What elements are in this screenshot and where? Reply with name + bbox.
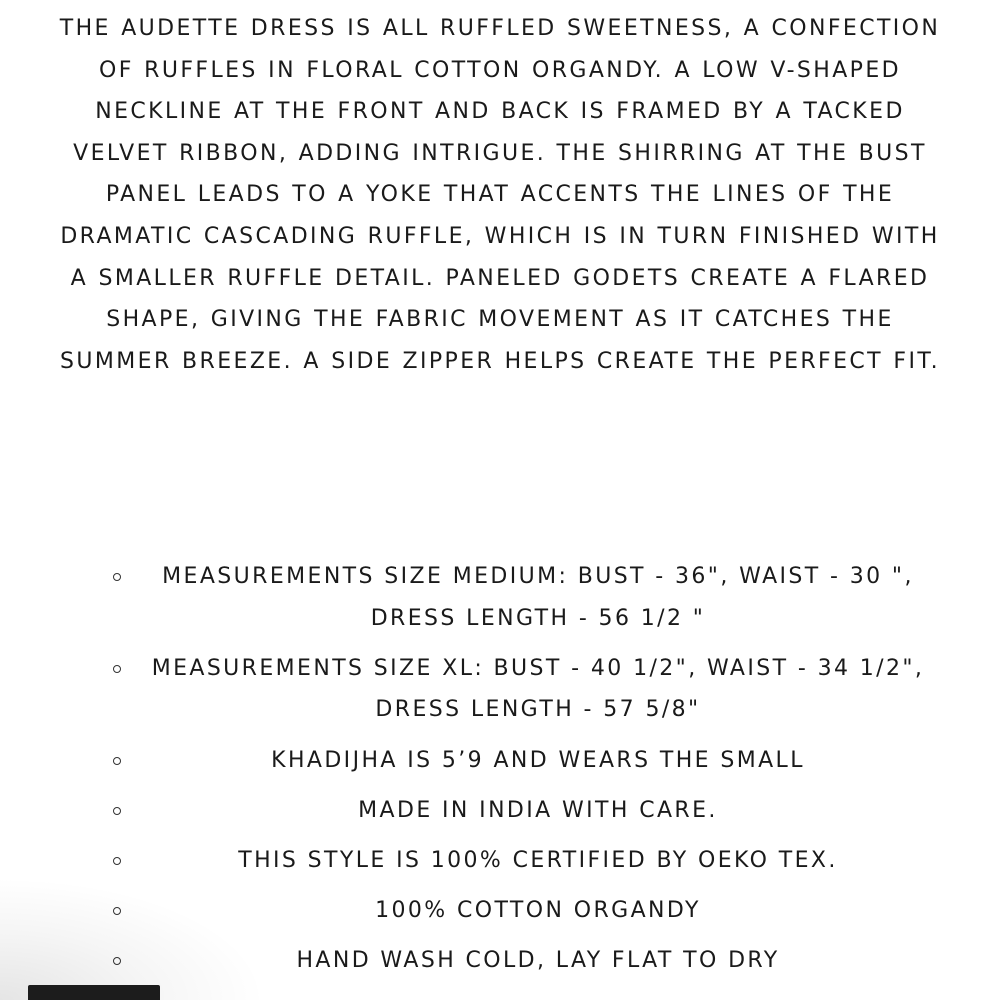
list-item xyxy=(0,890,999,932)
detail-text-measurements-xl: MEASUREMENTS SIZE XL: BUST - 40 1/2", WAIST - 34 1/2", DRESS LENGTH - 57 5/8" xyxy=(151,655,925,723)
bullet-icon xyxy=(113,907,121,915)
product-details-list xyxy=(0,556,999,991)
detail-text-model-size: KHADIJHA IS 5’9 AND WEARS THE SMALL xyxy=(271,747,805,773)
bullet-icon xyxy=(113,807,121,815)
list-item xyxy=(0,790,999,832)
detail-text-material: 100% COTTON ORGANDY xyxy=(375,898,701,924)
list-item xyxy=(0,840,999,882)
detail-text-origin: MADE IN INDIA WITH CARE. xyxy=(358,797,718,823)
product-description: THE AUDETTE DRESS IS ALL RUFFLED SWEETNESS, A CONFECTION OF RUFFLES IN FLORAL COTTON ORGANDY. A LOW V-SHAPED NECKLINE AT THE FRONT AND BACK IS FRAMED BY A TACKED VELVET RIBBON, ADDING INTRIGUE. THE SHIRRING AT THE BUST PANEL LEADS TO A YOKE THAT ACCENTS THE LINES OF THE DRAMATIC CASCADING RUFFLE, WHICH IS IN TURN FINISHED WITH A SMALLER RUFFLE DETAIL. PANELED GODETS CREATE A FLARED SHAPE, GIVING THE FABRIC MOVEMENT AS IT CATCHES THE SUMMER BREEZE. A SIDE ZIPPER HELPS CREATE THE PERFECT FIT. xyxy=(59,16,941,374)
bullet-icon xyxy=(113,857,121,865)
bullet-icon xyxy=(113,757,121,765)
floating-button[interactable] xyxy=(28,985,160,1000)
list-item xyxy=(0,940,999,982)
list-item xyxy=(0,648,999,731)
detail-text-care: HAND WASH COLD, LAY FLAT TO DRY xyxy=(296,948,780,974)
bullet-icon xyxy=(113,573,121,581)
bullet-icon xyxy=(113,957,121,965)
list-item xyxy=(0,740,999,782)
detail-text-measurements-medium: MEASUREMENTS SIZE MEDIUM: BUST - 36", WAIST - 30 ", DRESS LENGTH - 56 1/2 " xyxy=(162,564,914,631)
bullet-icon xyxy=(113,665,121,673)
detail-text-certification: THIS STYLE IS 100% CERTIFIED BY OEKO TEX. xyxy=(238,847,838,873)
list-item xyxy=(0,556,999,639)
